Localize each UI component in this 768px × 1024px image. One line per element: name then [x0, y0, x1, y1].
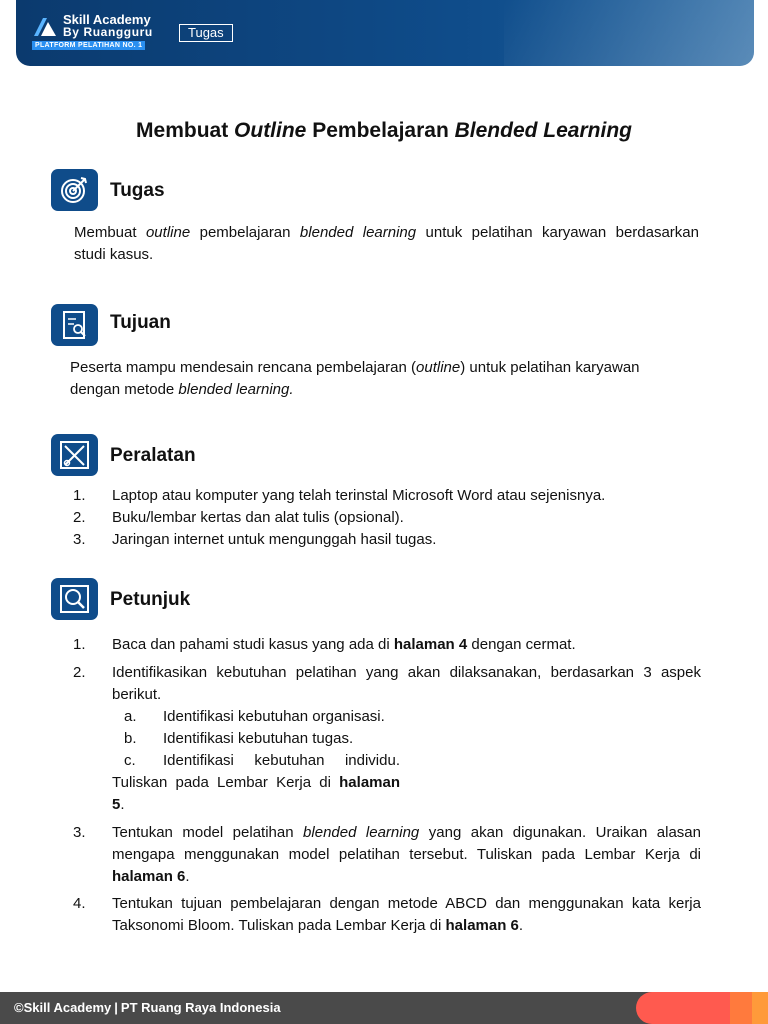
tugas-text-1: Membuat	[74, 224, 146, 241]
petunjuk-1-text-3: dengan cermat.	[467, 636, 576, 653]
peralatan-num-1: 1.	[73, 487, 86, 504]
target-icon	[51, 169, 98, 211]
title-text-1: Membuat	[136, 119, 235, 142]
petunjuk-num-4: 4.	[73, 895, 86, 912]
tugas-text-3: pembelajaran	[190, 224, 300, 241]
petunjuk-4-text-2: halaman 6	[445, 917, 519, 934]
petunjuk-2-sub-letter-b: b.	[124, 730, 137, 747]
tugas-text-4: blended learning	[299, 224, 417, 241]
footer-separator: |	[114, 1000, 118, 1015]
petunjuk-3-text-1: Tentukan model pelatihan	[112, 824, 304, 841]
petunjuk-3-text-2: blended learning	[303, 824, 420, 841]
peralatan-item-3: Jaringan internet untuk mengunggah hasil tugas.	[112, 531, 437, 548]
tugas-description	[74, 222, 699, 266]
petunjuk-2-sub-letter-a: a.	[124, 708, 137, 725]
petunjuk-4-text-3: .	[518, 917, 524, 934]
title-text-2: Outline	[234, 119, 307, 142]
footer	[0, 992, 768, 1024]
petunjuk-3-text-5: .	[185, 868, 190, 885]
petunjuk-1-text-2: halaman 4	[393, 636, 468, 653]
brand-badge: PLATFORM PELATIHAN NO. 1	[32, 41, 145, 50]
title-text-3: Pembelajaran	[306, 119, 455, 142]
petunjuk-2-tail-text-1: Tuliskan pada Lembar Kerja di	[112, 774, 340, 791]
petunjuk-item-1	[112, 634, 576, 656]
section-heading-peralatan: Peralatan	[110, 445, 196, 466]
tugas-text-2: outline	[145, 224, 191, 241]
magnifier-icon	[51, 578, 98, 620]
footer-stripe-3	[752, 992, 768, 1024]
section-heading-petunjuk: Petunjuk	[110, 589, 191, 610]
header-decoration	[504, 0, 754, 66]
petunjuk-3-line-1	[112, 822, 701, 844]
petunjuk-4-line-1: Tentukan tujuan pembelajaran dengan metode ABCD dan menggunakan kata kerja	[112, 895, 701, 912]
tools-icon	[51, 434, 98, 476]
petunjuk-num-3: 3.	[73, 824, 86, 841]
document-type-tag: Tugas	[179, 24, 233, 42]
document-search-icon	[51, 304, 98, 346]
petunjuk-1-text-1: Baca dan pahami studi kasus yang ada di	[112, 636, 394, 653]
petunjuk-2-tail-text-2: halaman	[339, 774, 400, 791]
petunjuk-4-line-2	[112, 915, 523, 937]
tugas-text-6: studi kasus.	[74, 246, 154, 263]
petunjuk-2-sub-a: Identifikasi kebutuhan organisasi.	[163, 708, 385, 725]
tujuan-text-2: outline	[416, 359, 461, 376]
petunjuk-2-line-1: Identifikasikan kebutuhan pelatihan yang akan dilaksanakan, berdasarkan 3 aspek	[112, 664, 701, 681]
petunjuk-3-text-3: yang akan digunakan. Uraikan alasan	[419, 824, 701, 841]
footer-copyright	[14, 1000, 281, 1015]
section-heading-tugas: Tugas	[110, 180, 165, 201]
petunjuk-2-tail-text-4: .	[120, 796, 125, 813]
petunjuk-2-sub-c: Identifikasi kebutuhan individu.	[163, 752, 400, 769]
skill-academy-logo-icon	[32, 16, 58, 38]
peralatan-num-2: 2.	[73, 509, 86, 526]
peralatan-item-2: Buku/lembar kertas dan alat tulis (opsional).	[112, 509, 404, 526]
tujuan-text-1: Peserta mampu mendesain rencana pembelajaran (	[70, 359, 417, 376]
footer-text-1: ©Skill Academy	[14, 1000, 112, 1015]
petunjuk-num-2: 2.	[73, 664, 86, 681]
tugas-text-5: untuk pelatihan karyawan berdasarkan	[416, 224, 699, 241]
petunjuk-2-tail-2	[112, 794, 125, 816]
petunjuk-num-1: 1.	[73, 636, 86, 653]
petunjuk-3-line-3	[112, 866, 190, 888]
petunjuk-2-sub-letter-c: c.	[124, 752, 136, 769]
section-heading-tujuan: Tujuan	[110, 312, 171, 333]
tujuan-text-4: dengan metode	[70, 381, 179, 398]
peralatan-num-3: 3.	[73, 531, 86, 548]
petunjuk-2-line-2: berikut.	[112, 686, 162, 703]
petunjuk-4-text-1: Taksonomi Bloom. Tuliskan pada Lembar Kerja di	[112, 917, 446, 934]
tujuan-description	[70, 357, 690, 401]
header-banner	[16, 0, 754, 66]
petunjuk-2-tail-1	[112, 772, 400, 794]
footer-text-2: PT Ruang Raya Indonesia	[120, 1000, 281, 1015]
page-title	[0, 119, 768, 143]
peralatan-item-1: Laptop atau komputer yang telah terinstal Microsoft Word atau sejenisnya.	[112, 487, 606, 504]
petunjuk-2-sub-b: Identifikasi kebutuhan tugas.	[163, 730, 354, 747]
tujuan-text-5: blended learning.	[178, 381, 294, 398]
petunjuk-3-line-2: mengapa menggunakan model pelatihan tersebut. Tuliskan pada Lembar Kerja di	[112, 846, 701, 863]
tujuan-text-3: ) untuk pelatihan karyawan	[460, 359, 640, 376]
brand-subtitle: By Ruangguru	[63, 25, 153, 39]
brand-title: Skill Academy	[63, 12, 151, 27]
petunjuk-3-text-4: halaman 6	[112, 868, 186, 885]
title-text-4: Blended Learning	[454, 119, 632, 142]
petunjuk-2-tail-text-3: 5	[112, 796, 121, 813]
